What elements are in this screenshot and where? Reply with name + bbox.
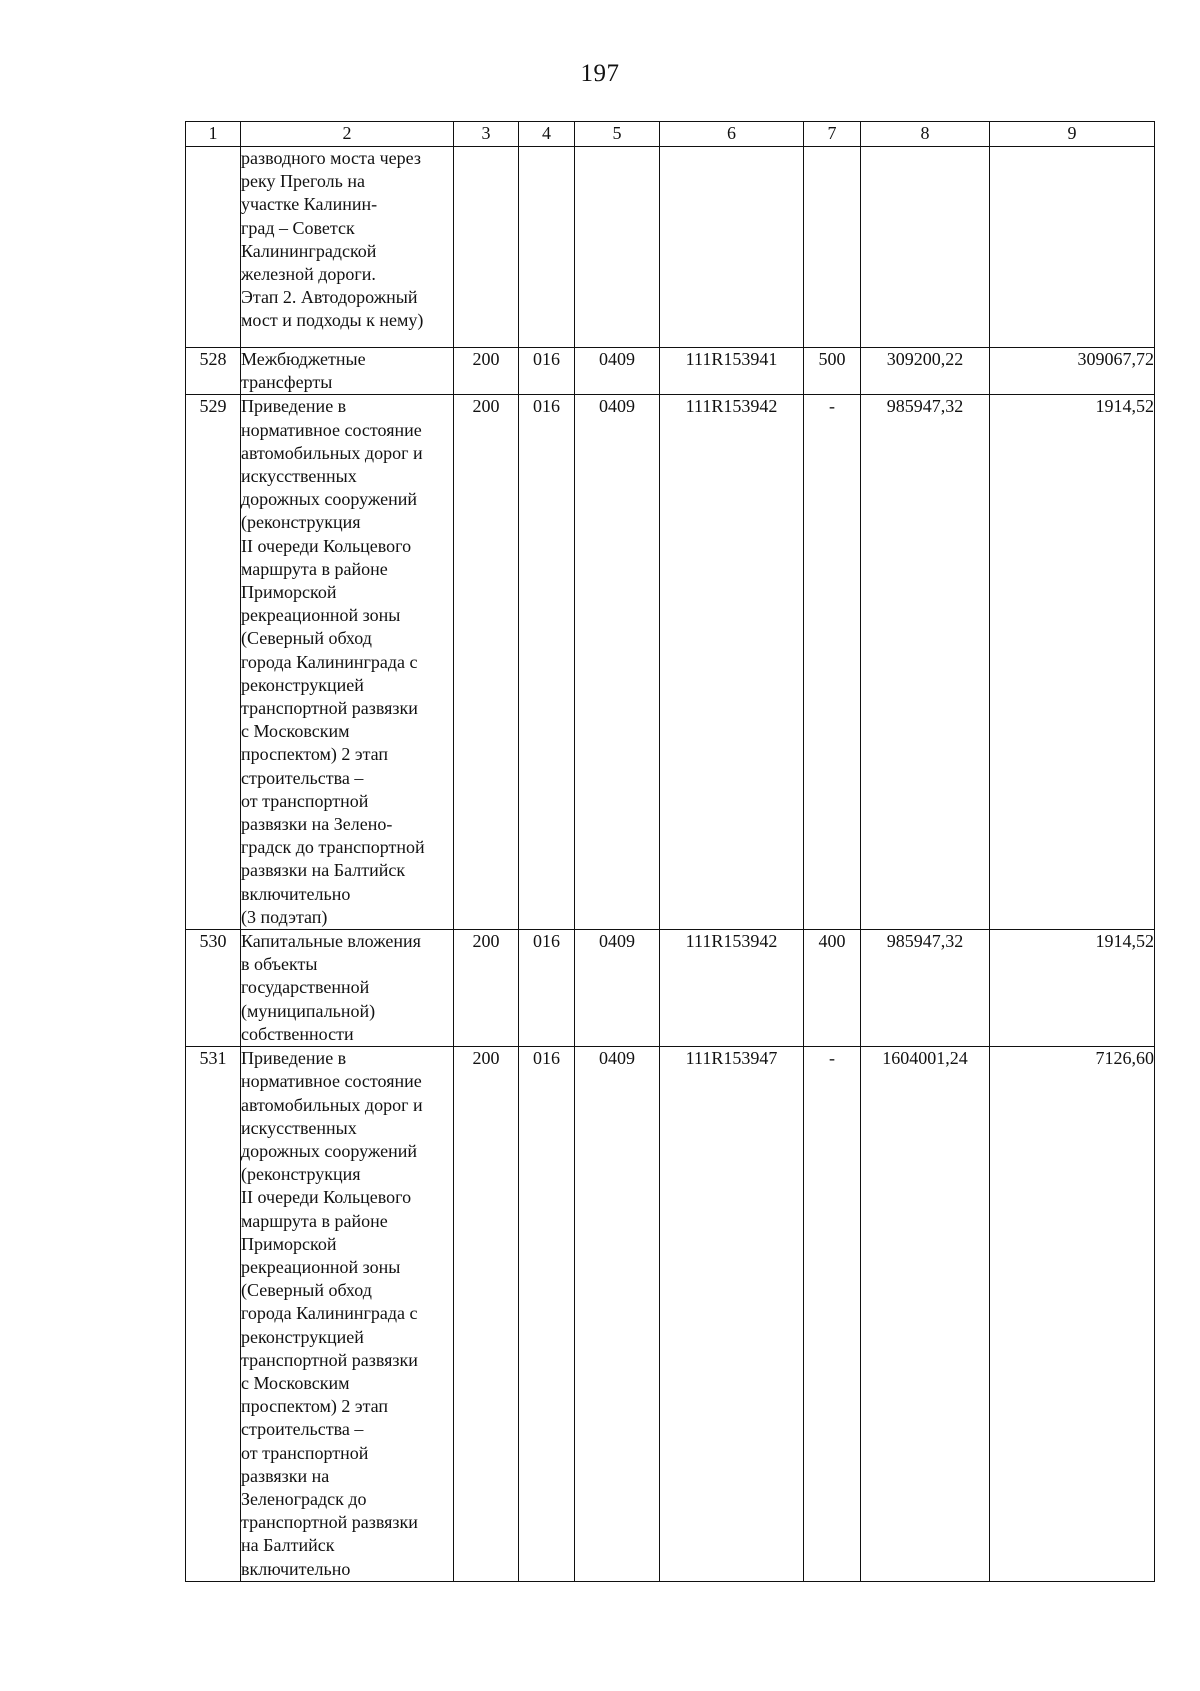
row-number-cell: 529 xyxy=(186,395,241,930)
row-name-line: маршрута в районе xyxy=(241,1210,388,1231)
row-name-line: Этап 2. Автодорожный xyxy=(241,287,418,308)
row-name-line: собственности xyxy=(241,1023,354,1044)
row-col3-cell: 200 xyxy=(454,1047,519,1582)
row-name-line: развязки на Балтийск xyxy=(241,860,406,881)
row-name-line: дорожных сооружений xyxy=(241,1140,417,1161)
row-name-line: мост и подходы к нему) xyxy=(241,310,424,331)
row-col5-cell: 0409 xyxy=(575,395,660,930)
row-name-cell xyxy=(241,147,454,348)
row-name-line: с Московским xyxy=(241,1372,350,1393)
row-name-line: (реконструкция xyxy=(241,512,361,533)
row-name-line: на Балтийск xyxy=(241,1535,335,1556)
row-name-line: в объекты xyxy=(241,954,318,975)
row-name-line: реконструкцией xyxy=(241,1326,364,1347)
row-name-line: Приведение в xyxy=(241,1048,347,1069)
row-name-line: нормативное состояние xyxy=(241,419,422,440)
row-name-line: строительства – xyxy=(241,1419,364,1440)
row-name-line: (Северный обход xyxy=(241,628,372,649)
row-name-line: с Московским xyxy=(241,721,350,742)
row-name-line: (3 подэтап) xyxy=(241,906,328,927)
row-col7-cell: 500 xyxy=(804,348,861,395)
row-col6-cell: 111R153942 xyxy=(660,930,804,1047)
row-name-line: города Калининграда с xyxy=(241,651,418,672)
row-name-line: градск до транспортной xyxy=(241,837,425,858)
header-cell-4: 4 xyxy=(519,122,575,147)
row-number-cell: 531 xyxy=(186,1047,241,1582)
row-name-line: рекреационной зоны xyxy=(241,605,401,626)
row-col3-cell: 200 xyxy=(454,395,519,930)
row-col5-cell: 0409 xyxy=(575,1047,660,1582)
header-cell-9: 9 xyxy=(990,122,1155,147)
row-name-line: (муниципальной) xyxy=(241,1000,376,1021)
row-name-line: маршрута в районе xyxy=(241,558,388,579)
row-col8-cell: 1604001,24 xyxy=(861,1047,990,1582)
header-cell-5: 5 xyxy=(575,122,660,147)
row-name-line: разводного моста через xyxy=(241,148,421,168)
row-name-line: развязки на xyxy=(241,1465,330,1486)
header-cell-1: 1 xyxy=(186,122,241,147)
row-col9-cell: 7126,60 xyxy=(990,1047,1155,1582)
row-name-cell xyxy=(241,1047,454,1582)
row-name-line: дорожных сооружений xyxy=(241,489,417,510)
row-number-cell: 530 xyxy=(186,930,241,1047)
row-number-cell: 528 xyxy=(186,348,241,395)
table-row xyxy=(186,930,1155,1047)
header-cell-2: 2 xyxy=(241,122,454,147)
row-name-line: реконструкцией xyxy=(241,674,364,695)
table-row xyxy=(186,348,1155,395)
row-name-line: Приморской xyxy=(241,582,337,603)
row-col3-cell: 200 xyxy=(454,348,519,395)
row-col4-cell: 016 xyxy=(519,930,575,1047)
row-col6-cell xyxy=(660,147,804,348)
header-cell-8: 8 xyxy=(861,122,990,147)
row-col9-cell: 1914,52 xyxy=(990,930,1155,1047)
row-name-line: развязки на Зелено- xyxy=(241,814,393,835)
row-name-line: транспортной развязки xyxy=(241,698,418,719)
row-col4-cell xyxy=(519,147,575,348)
row-name-line: искусственных xyxy=(241,1117,357,1138)
row-name-line: нормативное состояние xyxy=(241,1071,422,1092)
row-col8-cell: 309200,22 xyxy=(861,348,990,395)
row-col9-cell xyxy=(990,147,1155,348)
row-name-line: (Северный обход xyxy=(241,1280,372,1301)
row-name-line: II очереди Кольцевого xyxy=(241,535,412,556)
row-name-line: участке Калинин- xyxy=(241,194,378,215)
row-name-line: транспортной развязки xyxy=(241,1349,418,1370)
row-col7-cell: - xyxy=(804,1047,861,1582)
row-col5-cell xyxy=(575,147,660,348)
row-col5-cell: 0409 xyxy=(575,930,660,1047)
table-row xyxy=(186,1047,1155,1582)
row-col6-cell: 111R153942 xyxy=(660,395,804,930)
table-row xyxy=(186,395,1155,930)
table-body xyxy=(186,147,1155,1582)
header-row xyxy=(186,122,1155,147)
row-name-line: строительства – xyxy=(241,767,364,788)
row-col8-cell xyxy=(861,147,990,348)
row-col4-cell: 016 xyxy=(519,348,575,395)
row-name-line: трансферты xyxy=(241,372,333,393)
row-name-line: град – Советск xyxy=(241,217,355,238)
header-cell-7: 7 xyxy=(804,122,861,147)
row-name-line: II очереди Кольцевого xyxy=(241,1187,412,1208)
row-col6-cell: 111R153941 xyxy=(660,348,804,395)
row-name-cell xyxy=(241,348,454,395)
page-number: 197 xyxy=(580,60,620,87)
row-col4-cell: 016 xyxy=(519,395,575,930)
row-name-line: Межбюджетные xyxy=(241,349,366,369)
row-name-line: железной дороги. xyxy=(241,264,376,285)
row-name-line: автомобильных дорог и xyxy=(241,1094,423,1115)
row-name-line: Зеленоградск до xyxy=(241,1488,367,1509)
row-col6-cell: 111R153947 xyxy=(660,1047,804,1582)
row-name-line: реку Преголь на xyxy=(241,171,365,192)
row-col5-cell: 0409 xyxy=(575,348,660,395)
header-cell-3: 3 xyxy=(454,122,519,147)
header-cell-6: 6 xyxy=(660,122,804,147)
row-name-line: (реконструкция xyxy=(241,1164,361,1185)
row-name-line: города Калининграда с xyxy=(241,1303,418,1324)
row-col7-cell xyxy=(804,147,861,348)
row-name-line: Приведение в xyxy=(241,396,347,417)
row-name-line: государственной xyxy=(241,977,370,998)
row-name-line: проспектом) 2 этап xyxy=(241,744,389,765)
row-number-cell xyxy=(186,147,241,348)
row-name-line: проспектом) 2 этап xyxy=(241,1396,389,1417)
row-name-line: включительно xyxy=(241,1558,351,1579)
row-col7-cell: - xyxy=(804,395,861,930)
row-col9-cell: 309067,72 xyxy=(990,348,1155,395)
row-col3-cell: 200 xyxy=(454,930,519,1047)
row-col7-cell: 400 xyxy=(804,930,861,1047)
row-name-line: включительно xyxy=(241,883,351,904)
row-col3-cell xyxy=(454,147,519,348)
row-col8-cell: 985947,32 xyxy=(861,395,990,930)
row-name-line: рекреационной зоны xyxy=(241,1256,401,1277)
budget-table xyxy=(185,121,1155,1582)
row-name-line: Капитальные вложения xyxy=(241,931,421,952)
row-name-line: автомобильных дорог и xyxy=(241,442,423,463)
row-name-line: искусственных xyxy=(241,466,357,487)
row-name-line: от транспортной xyxy=(241,1442,369,1463)
row-col8-cell: 985947,32 xyxy=(861,930,990,1047)
row-name-cell xyxy=(241,930,454,1047)
table-row xyxy=(186,147,1155,348)
row-name-line: транспортной развязки xyxy=(241,1512,418,1533)
row-name-line: от транспортной xyxy=(241,790,369,811)
row-name-line: Приморской xyxy=(241,1233,337,1254)
row-col4-cell: 016 xyxy=(519,1047,575,1582)
row-col9-cell: 1914,52 xyxy=(990,395,1155,930)
row-name-line: Калининградской xyxy=(241,240,377,261)
row-name-cell xyxy=(241,395,454,930)
